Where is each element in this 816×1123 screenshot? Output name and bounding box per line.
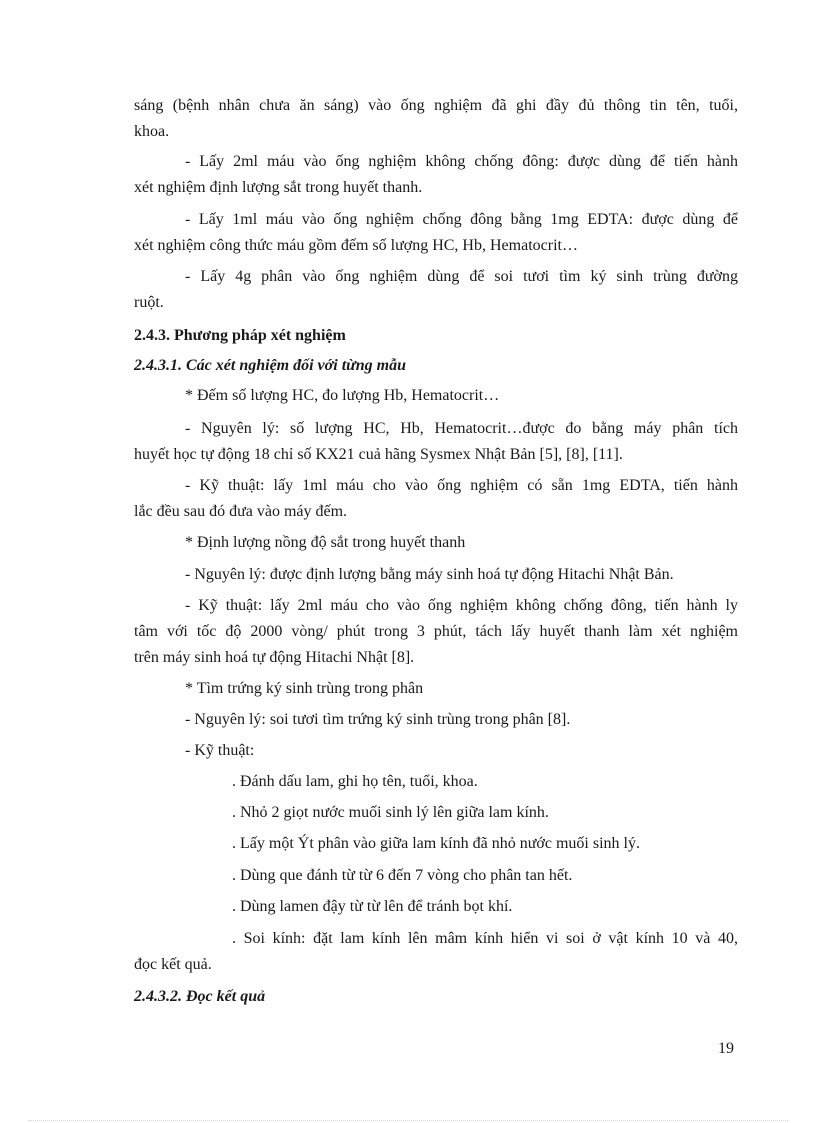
list-item: . Dùng lamen đậy từ từ lên để tránh bọt khí. — [232, 898, 513, 915]
subsection-heading: 2.4.3.2. Đọc kết quả — [134, 988, 266, 1005]
text-line: huyết học tự động 18 chỉ số KX21 cuả hãng Sysmex Nhật Bản [5], [8], [11]. — [134, 446, 623, 463]
list-item: . Soi kính: đặt lam kính lên mâm kính hiển vi soi ở vật kính 10 và 40, — [232, 930, 738, 947]
text-line: - Kỹ thuật: — [185, 742, 255, 759]
text-line: - Kỹ thuật: lấy 2ml máu cho vào ống nghiệm không chống đông, tiến hành ly — [185, 597, 738, 614]
text-line: trên máy sinh hoá tự động Hitachi Nhật [8]. — [134, 649, 415, 666]
page-number: 19 — [718, 1040, 734, 1057]
text-line: - Lấy 1ml máu vào ống nghiệm chống đông bằng 1mg EDTA: được dùng để — [185, 211, 738, 228]
text-line: sáng (bệnh nhân chưa ăn sáng) vào ống nghiệm đã ghi đầy đủ thông tin tên, tuổi, — [134, 97, 738, 114]
text-line: đọc kết quả. — [134, 956, 212, 973]
section-heading: 2.4.3. Phương pháp xét nghiệm — [134, 327, 346, 344]
list-item: . Nhỏ 2 giọt nước muối sinh lý lên giữa lam kính. — [232, 804, 549, 821]
subsection-heading: 2.4.3.1. Các xét nghiệm đối với từng mẫu — [134, 357, 406, 374]
text-line: - Kỹ thuật: lấy 1ml máu cho vào ống nghiệm có sẵn 1mg EDTA, tiến hành — [185, 477, 738, 494]
page-divider — [28, 1120, 788, 1121]
text-line: * Tìm trứng ký sinh trùng trong phân — [185, 680, 424, 697]
list-item: . Dùng que đánh từ từ 6 đến 7 vòng cho phân tan hết. — [232, 867, 573, 884]
text-line: - Nguyên lý: soi tươi tìm trứng ký sinh trùng trong phân [8]. — [185, 711, 571, 728]
text-line: * Định lượng nồng độ sắt trong huyết thanh — [185, 534, 466, 551]
text-line: - Nguyên lý: số lượng HC, Hb, Hematocrit…được đo bằng máy phân tích — [185, 420, 738, 437]
text-line: - Lấy 2ml máu vào ống nghiệm không chống đông: được dùng để tiến hành — [185, 153, 738, 170]
list-item: . Đánh dấu lam, ghi họ tên, tuổi, khoa. — [232, 773, 478, 790]
text-line: xét nghiệm công thức máu gồm đếm số lượng HC, Hb, Hematocrit… — [134, 237, 578, 254]
text-line: lắc đều sau đó đưa vào máy đếm. — [134, 503, 348, 520]
text-line: tâm với tốc độ 2000 vòng/ phút trong 3 phút, tách lấy huyết thanh làm xét nghiệm — [134, 623, 738, 640]
text-line: khoa. — [134, 123, 170, 140]
text-line: xét nghiệm định lượng sắt trong huyết thanh. — [134, 179, 423, 196]
text-line: ruột. — [134, 294, 164, 311]
text-line: - Lấy 4g phân vào ống nghiệm dùng để soi tươi tìm ký sinh trùng đường — [185, 268, 738, 285]
list-item: . Lấy một Ýt phân vào giữa lam kính đã nhỏ nước muối sinh lý. — [232, 835, 640, 852]
text-line: * Đếm số lượng HC, đo lượng Hb, Hematocrit… — [185, 387, 500, 404]
text-line: - Nguyên lý: được định lượng bằng máy sinh hoá tự động Hitachi Nhật Bản. — [185, 566, 674, 583]
